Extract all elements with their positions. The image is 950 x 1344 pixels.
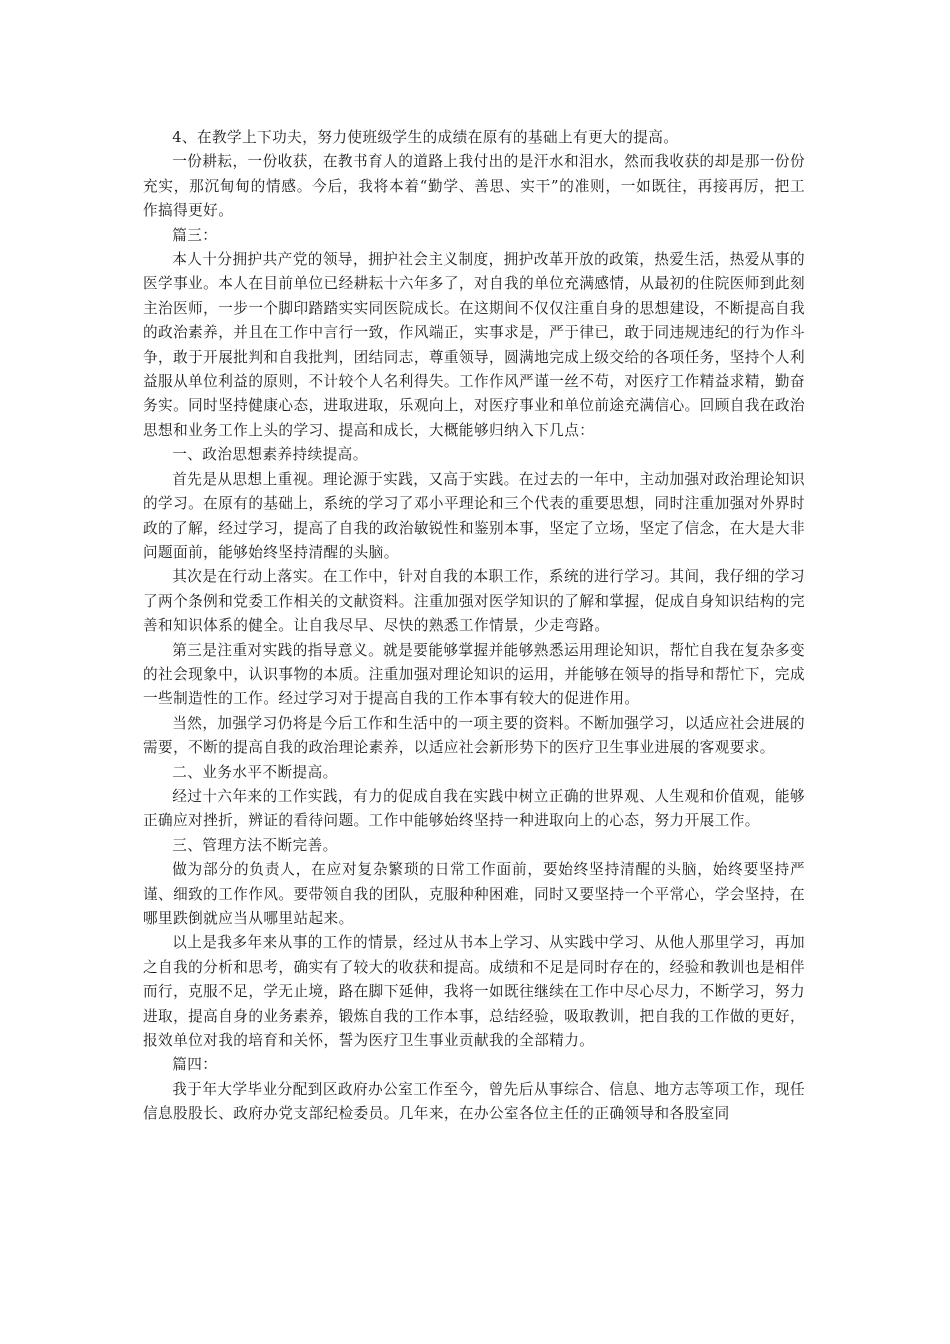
paragraph-team-lead: 做为部分的负责人，在应对复杂繁琐的日常工作面前，要始终坚持清醒的头脑，始终要坚持严谨、细致的工作作风。要带领自我的团队，克服种种困难，同时又要坚持一个平常心，学会坚持，在哪里跌倒就应当从哪里站起来。 [143, 861, 805, 927]
paragraph-harvest: 一份耕耘，一份收获，在教书育人的道路上我付出的是汗水和泪水，然而我收获的却是那一份份充实，那沉甸甸的情感。今后，我将本着“勤学、善思、实干”的准则，一如既往，再接再厉，把工作搞得更好。 [143, 153, 805, 220]
subheading-management: 三、管理方法不断完善。 [172, 836, 338, 854]
paragraph-office-career: 我于年大学毕业分配到区政府办公室工作至今，曾先后从事综合、信息、地方志等项工作，现任信息股股长、政府办党支部纪检委员。几年来，在办公室各位主任的正确领导和各股室同 [143, 1080, 805, 1123]
subheading-professional-level: 二、业务水平不断提高。 [172, 763, 338, 781]
section-heading-part-3: 篇三： [172, 226, 218, 244]
paragraph-summary: 以上是我多年来从事的工作的情景，经过从书本上学习、从实践中学习、从他人那里学习，再加之自我的分析和思考，确实有了较大的收获和提高。成绩和不足是同时存在的，经验和教训也是相伴而行，克服不足，学无止境，路在脚下延伸，我将一如既往继续在工作中尽心尽力，不断学习，努力进取，提高自身的业务素养，锻炼自我的工作本事，总结经验，吸取教训，把自我的工作做的更好，报效单位对我的培育和关怀，誓为医疗卫生事业贡献我的全部精力。 [143, 934, 805, 1050]
paragraph-continued-learning: 当然，加强学习仍将是今后工作和生活中的一项主要的资料。不断加强学习，以适应社会进展的需要，不断的提高自我的政治理论素养，以适应社会新形势下的医疗卫生事业进展的客观要求。 [143, 714, 805, 757]
paragraph-practice: 第三是注重对实践的指导意义。就是要能够掌握并能够熟悉运用理论知识，帮忙自我在复杂多变的社会现象中，认识事物的本质。注重加强对理论知识的运用，并能够在领导的指导和帮忙下，完成一些制造性的工作。经过学习对于提高自我的工作本事有较大的促进作用。 [143, 641, 805, 708]
paragraph-action: 其次是在行动上落实。在工作中，针对自我的本职工作，系统的进行学习。其间，我仔细的学习了两个条例和党委工作相关的文献资料。注重加强对医学知识的了解和掌握，促成自身知识结构的完善和知识体系的健全。让自我尽早、尽快的熟悉工作情景，少走弯路。 [143, 568, 805, 635]
document-body [143, 126, 805, 1127]
paragraph-self-introduction: 本人十分拥护共产党的领导，拥护社会主义制度，拥护改革开放的政策，热爱生活，热爱从事的医学事业。本人在目前单位已经耕耘十六年多了，对自我的单位充满感情，从最初的住院医师到此刻主治医师，一步一个脚印踏踏实实同医院成长。在这期间不仅仅注重自身的思想建设，不断提高自我的政治素养，并且在工作中言行一致，作风端正，实事求是，严于律已，敢于同违规违纪的行为作斗争，敢于开展批判和自我批判，团结同志，尊重领导，圆满地完成上级交给的各项任务，坚持个人利益服从单位利益的原则，不计较个人名利得失。工作作风严谨一丝不苟，对医疗工作精益求精，勤奋务实。同时坚持健康心态，进取进取，乐观向上，对医疗事业和单位前途充满信心。回顾自我在政治思想和业务工作上头的学习、提高和成长，大概能够归纳入下几点： [143, 251, 805, 439]
paragraph-thought-emphasis: 首先是从思想上重视。理论源于实践，又高于实践。在过去的一年中，主动加强对政治理论知识的学习。在原有的基础上，系统的学习了邓小平理论和三个代表的重要思想，同时注重加强对外界时政的了解，经过学习，提高了自我的政治敏锐性和鉴别本事，坚定了立场，坚定了信念，在大是大非问题面前，能够始终坚持清醒的头脑。 [143, 470, 805, 561]
paragraph-teaching-point-4: 4、在教学上下功夫，努力使班级学生的成绩在原有的基础上有更大的提高。 [172, 129, 679, 146]
section-heading-part-4: 篇四： [172, 1056, 218, 1074]
paragraph-work-practice: 经过十六年来的工作实践，有力的促成自我在实践中树立正确的世界观、人生观和价值观，能够正确应对挫折，辨证的看待问题。工作中能够始终坚持一种进取向上的心态，努力开展工作。 [143, 787, 805, 830]
subheading-political-thought: 一、政治思想素养持续提高。 [172, 446, 368, 464]
